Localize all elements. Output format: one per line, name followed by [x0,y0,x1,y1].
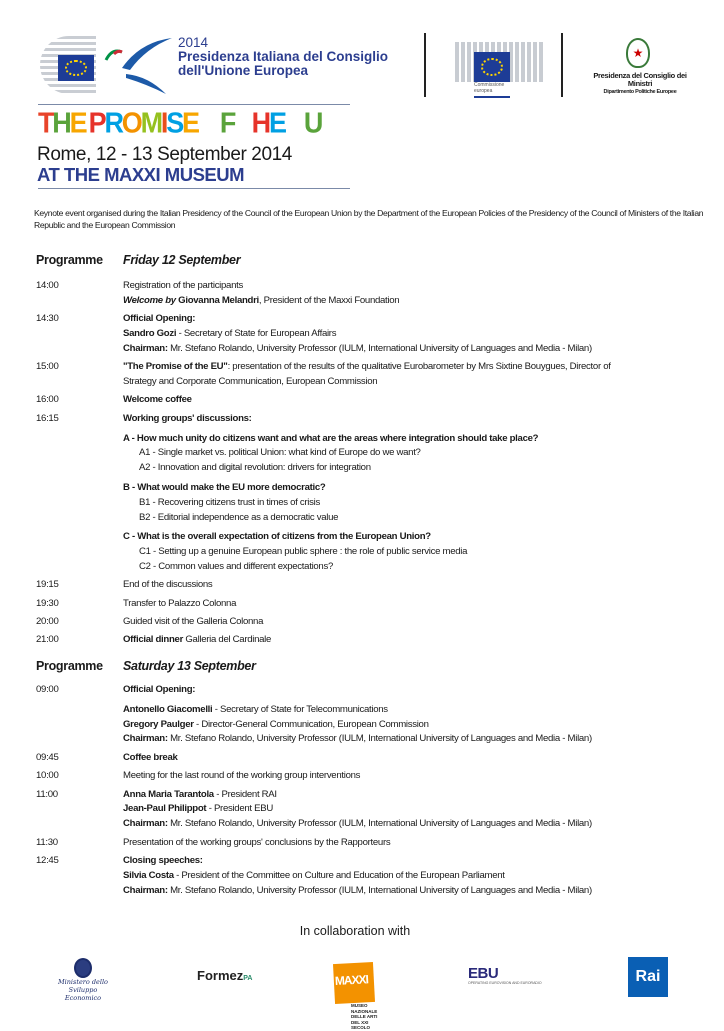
content-line [123,393,716,408]
programme-row [36,683,716,747]
title-letter: M [140,107,161,139]
row-time: 10:00 [36,770,59,782]
content-line [123,342,716,357]
row-time: 16:15 [36,412,59,424]
maxxi-logo [334,963,383,1031]
row-time: 15:00 [36,361,59,373]
location-date: Rome, 12 - 13 September 2014 [37,144,292,165]
row-time: 16:00 [36,394,59,406]
content-line [123,530,716,545]
programme-row [36,597,716,612]
text-segment: B - What would make the EU more democratic? [123,481,326,493]
row-content [123,854,716,898]
intro-text: Keynote event organised during the Italian Presidency of the Council of the European Union by the Department of the European Policies of the Presidency of the Council of Ministers of the Italian Republic and the European Commission [34,208,704,230]
text-segment: Strategy and Corporate Communication, European Commission [123,375,378,387]
content-line [123,732,716,747]
divider [424,33,426,97]
row-content [123,412,716,575]
title-letter: T [237,107,252,139]
text-segment: Chairman: [123,733,168,745]
content-line [123,884,716,899]
row-time: 19:30 [36,597,59,609]
text-segment: Meeting for the last round of the working group interventions [123,770,361,782]
presidency-year: 2014 [178,35,209,50]
row-content [123,597,716,612]
row-content [123,360,716,390]
text-segment: Guided visit of the Galleria Colonna [123,616,264,628]
pcm-line1: Presidenza del Consiglio dei Ministri [593,71,687,88]
sub-item [123,511,716,526]
row-content [123,615,716,630]
title-letter: O [121,107,141,139]
sub-item [123,496,716,511]
content-line [123,412,716,427]
commission-underline [474,96,510,98]
text-segment: Anna Maria Tarantola [123,788,214,800]
text-segment: Transfer to Palazzo Colonna [123,597,237,609]
text-segment: Coffee break [123,751,178,763]
content-line [123,578,716,593]
divider [561,33,563,97]
programme-row [36,279,716,309]
title-letter: U [303,107,322,139]
mise-logo [52,958,114,1002]
saturday-programme [36,683,716,902]
programme-row [36,854,716,898]
text-segment: Silvia Costa [123,869,174,881]
row-content [123,769,716,784]
commission-label [474,82,504,94]
text-segment: C - What is the overall expectation of citizens from the European Union? [123,531,431,543]
text-segment: Giovanna Melandri [178,294,259,306]
programme-label: Programme [36,659,103,673]
programme-row [36,633,716,648]
maxxi-mark: MAXXI [333,962,375,1004]
content-line [123,312,716,327]
content-line [123,432,716,447]
presidency-line2: dell'Unione Europea [178,63,308,78]
title-letter: E [288,107,304,139]
row-content [123,751,716,766]
programme-label: Programme [36,253,103,267]
programme-row [36,836,716,851]
text-segment: Welcome coffee [123,394,192,406]
content-line [123,788,716,803]
pcm-line2: Dipartimento Politiche Europee [603,89,677,95]
row-content [123,312,716,356]
text-segment: - President of the Committee on Culture and Education of the European Parliament [173,869,505,881]
mise-emblem-icon [74,958,92,978]
content-line [123,854,716,869]
maxxi-subtitle: MUSEO NAZIONALE DELLE ARTI DEL XXI SECOLO [351,1003,378,1030]
italian-emblem-icon: ★ [626,38,650,68]
text-segment: A2 - Innovation and digital revolution: drivers for integration [139,462,371,474]
content-line [123,294,716,309]
row-content [123,279,716,309]
bird-logo-icon [100,38,175,98]
programme-row [36,312,716,356]
text-segment: , President of the Maxxi Foundation [258,294,400,306]
content-line [123,615,716,630]
text-segment: - Secretary of State for European Affairs [176,327,337,339]
content-line [123,751,716,766]
title-letter: E [268,107,285,139]
title-letter: E [182,107,198,139]
content-line [123,360,716,375]
content-line [123,279,716,294]
text-segment: Mr. Stefano Rolando, University Professor (IULM, International University of Languages and Media - Milan) [167,342,592,354]
text-segment: A - How much unity do citizens want and what are the areas where integration should take place? [123,432,539,444]
row-content [123,633,716,648]
ebu-text: EBU [468,965,499,982]
title-letter: S [166,107,182,139]
content-line [123,802,716,817]
sub-item [123,461,716,476]
content-line [123,817,716,832]
text-segment: A1 - Single market vs. political Union: what kind of Europe do we want? [139,447,421,459]
content-line [123,375,716,390]
formez-logo [197,968,252,983]
text-segment: Antonello Giacomelli [123,703,213,715]
text-segment: - President EBU [206,803,273,815]
mise-text: Ministero dello Sviluppo Economico [58,978,108,1002]
text-segment: B2 - Editorial independence as a democratic value [139,511,339,523]
row-time: 20:00 [36,616,59,628]
commission-flag-icon [474,52,510,82]
divider [38,188,350,189]
text-segment: Galleria del Cardinale [183,634,272,646]
programme-row [36,578,716,593]
row-time: 11:00 [36,788,58,800]
text-segment: Official Opening: [123,684,196,695]
text-segment: B1 - Recovering citizens trust in times of crisis [139,496,320,508]
row-content [123,683,716,747]
title-letter: P [88,107,105,139]
formez-pa-text: PA [243,975,253,982]
commission-label-line1: Commissione [474,82,505,88]
text-segment: Mr. Stefano Rolando, University Professor (IULM, International University of Languages and Media - Milan) [167,818,592,830]
venue: AT THE MAXXI MUSEUM [37,164,245,185]
sub-item [123,560,716,575]
title-letter: E [69,107,86,139]
title-letter: T [38,107,53,139]
pcm-logo-text [585,72,695,96]
row-content [123,788,716,832]
day-label: Saturday 13 September [123,659,256,673]
text-segment: C1 - Setting up a genuine European public sphere : the role of public service media [139,546,468,558]
row-time: 09:45 [36,751,59,763]
text-segment: "The Promise of the EU" [123,361,228,373]
eu-flag-icon [58,55,94,81]
text-segment: Presentation of the working groups' conclusions by the Rapporteurs [123,836,391,848]
programme-row [36,788,716,832]
row-time: 19:15 [36,579,59,591]
sub-item [123,545,716,560]
row-time: 11:30 [36,836,58,848]
text-segment: Chairman: [123,342,168,354]
friday-programme [36,279,716,652]
row-content [123,393,716,408]
text-segment: Official dinner [123,634,184,646]
friday-heading [36,253,241,267]
text-segment: - President RAI [213,788,277,800]
title-letter: F [219,107,235,139]
rai-logo: Rai [628,957,668,997]
text-segment: Closing speeches: [123,854,203,866]
collaboration-label: In collaboration with [299,924,411,938]
text-segment: Sandro Gozi [123,327,177,339]
presidency-line1: Presidenza Italiana del Consiglio [178,49,389,64]
content-line [123,633,716,648]
ebu-logo [468,966,542,985]
content-line [123,718,716,733]
text-segment: Chairman: [123,884,168,896]
content-line [123,683,716,698]
text-segment: - Secretary of State for Telecommunications [212,703,388,715]
content-line [123,481,716,496]
saturday-heading [36,659,256,673]
content-line [123,597,716,612]
text-segment: Official Opening: [123,313,196,325]
event-title [38,107,321,140]
text-segment: - Director-General Communication, European Commission [193,718,429,730]
row-time: 09:00 [36,684,59,695]
row-time: 21:00 [36,634,59,646]
programme-row [36,412,716,575]
text-segment: Mr. Stefano Rolando, University Professor (IULM, International University of Languages and Media - Milan) [167,884,592,896]
text-segment: Gregory Paulger [123,718,194,730]
content-line [123,703,716,718]
text-segment: Mr. Stefano Rolando, University Professor (IULM, International University of Languages and Media - Milan) [167,733,592,745]
title-letter: I [160,107,167,139]
commission-label-line2: europea [474,88,493,94]
text-segment: C2 - Common values and different expectations? [139,560,334,572]
presidency-logo-text [178,36,388,78]
text-segment: End of the discussions [123,579,213,591]
row-time: 14:00 [36,280,59,291]
programme-row [36,360,716,390]
text-segment: Welcome by [123,294,179,306]
title-letter: H [52,107,70,139]
day-label: Friday 12 September [123,253,241,267]
content-line [123,327,716,342]
formez-text: Formez [197,968,244,983]
row-content [123,578,716,593]
programme-row [36,615,716,630]
text-segment: : presentation of the results of the qualitative Eurobarometer by Mrs Sixtine Bouygues, Director of [227,361,611,373]
content-line [123,869,716,884]
programme-row [36,393,716,408]
row-time: 12:45 [36,854,59,866]
divider [38,104,350,105]
text-segment: Working groups' discussions: [123,412,252,424]
title-letter: R [104,107,122,139]
title-letter: O [201,107,220,139]
title-letter: H [251,107,269,139]
row-time: 14:30 [36,313,59,325]
row-content [123,836,716,851]
text-segment: Chairman: [123,818,168,830]
programme-row [36,769,716,784]
programme-row [36,751,716,766]
text-segment: Registration of the participants [123,280,243,291]
content-line [123,836,716,851]
sub-item [123,446,716,461]
ebu-subtitle: OPERATING EUROVISION AND EURORADIO [468,981,542,985]
text-segment: Jean-Paul Philippot [123,803,207,815]
content-line [123,769,716,784]
